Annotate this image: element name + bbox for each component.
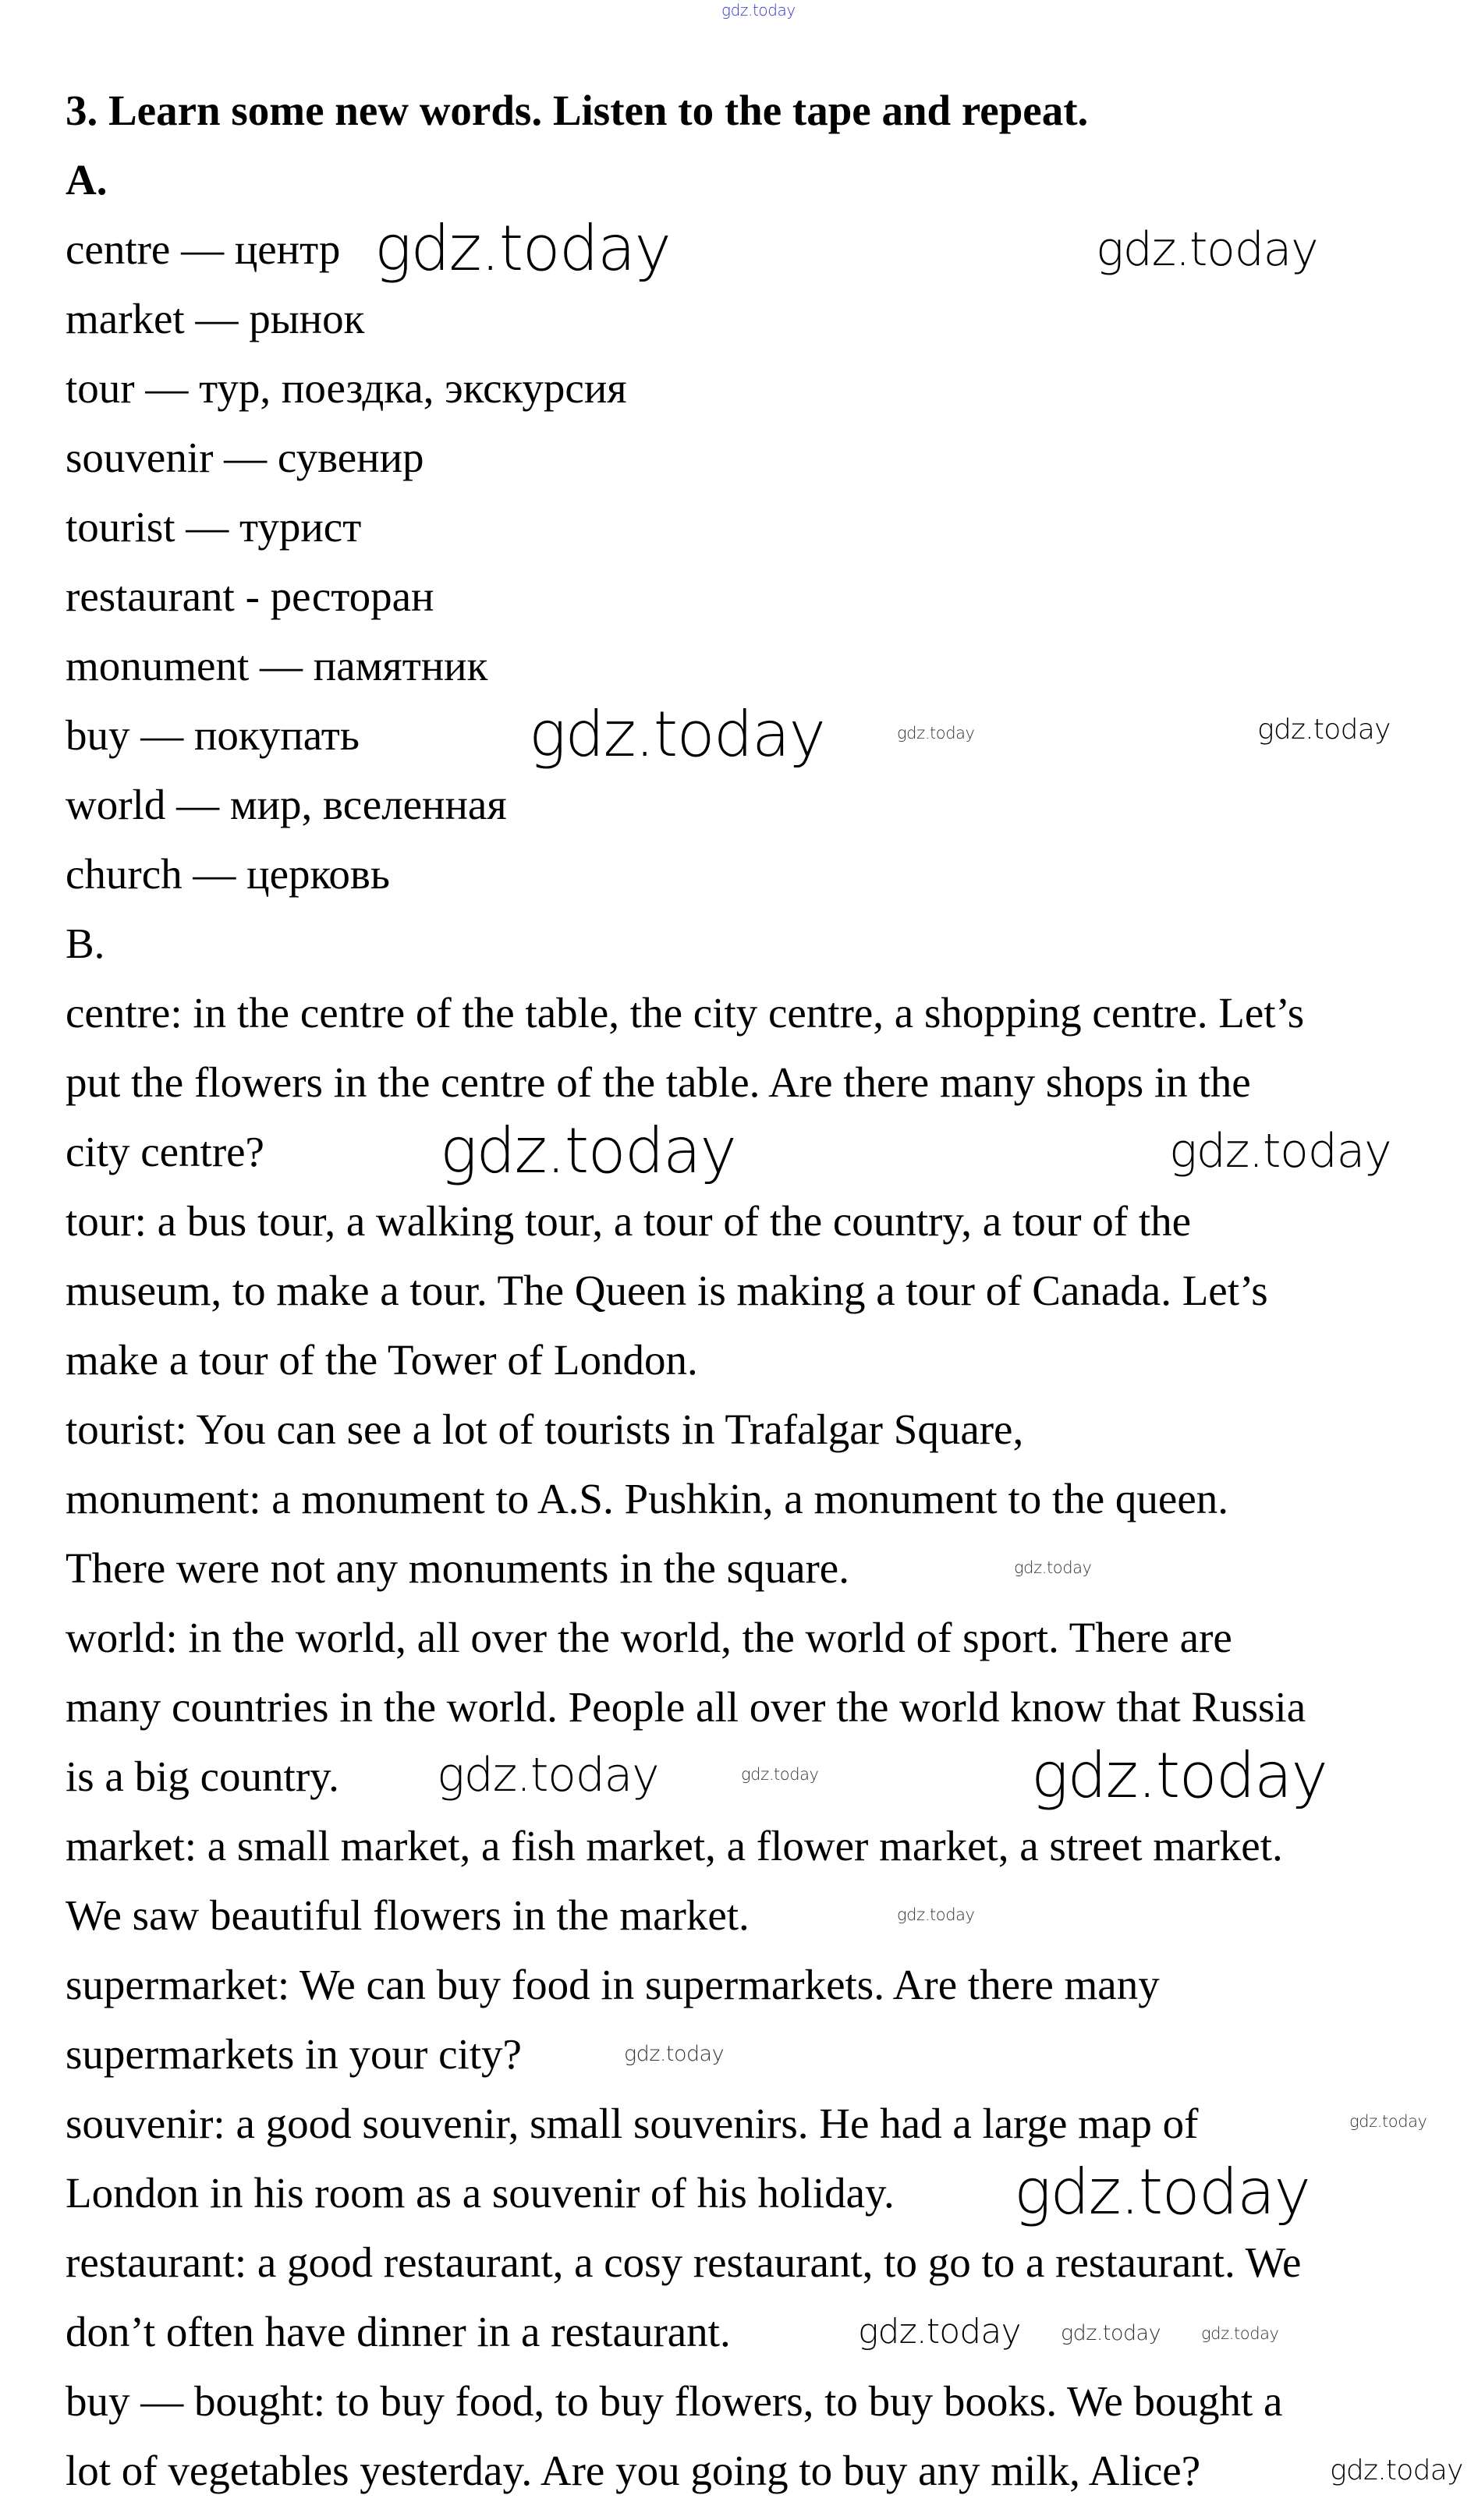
example-line: don’t often have dinner in a restaurant. [66, 2308, 731, 2355]
vocab-item: tour — тур, поездка, экскурсия [66, 364, 627, 412]
example-line: souvenir: a good souvenir, small souvenirs. He had a large map of [66, 2100, 1199, 2147]
example-line: tourist: You can see a lot of tourists in Trafalgar Square, [66, 1405, 1024, 1453]
watermark: gdz.today [624, 2042, 725, 2066]
example-line: We saw beautiful flowers in the market. [66, 1891, 750, 1939]
example-line: make a tour of the Tower of London. [66, 1336, 698, 1384]
example-line: There were not any monuments in the square. [66, 1544, 849, 1592]
watermark: gdz.today [1031, 1739, 1327, 1812]
watermark: gdz.today [1169, 1124, 1391, 1178]
example-line: restaurant: a good restaurant, a cosy restaurant, to go to a restaurant. We [66, 2238, 1302, 2286]
section-b-label: B. [66, 920, 105, 967]
watermark: gdz.today [1201, 2324, 1279, 2343]
exercise-heading: 3. Learn some new words. Listen to the tape and repeat. [66, 87, 1089, 134]
example-line: many countries in the world. People all over the world know that Russia [66, 1683, 1306, 1731]
exercise-text [66, 76, 1462, 2505]
example-line: museum, to make a tour. The Queen is making a tour of Canada. Let’s [66, 1267, 1268, 1314]
watermark: gdz.today [437, 1748, 659, 1802]
watermark: gdz.today [741, 1765, 819, 1784]
watermark: gdz.today [1330, 2454, 1463, 2486]
watermark: gdz.today [1014, 2156, 1310, 2228]
example-line: London in his room as a souvenir of his holiday. [66, 2169, 895, 2217]
vocab-item: tourist — турист [66, 503, 362, 551]
vocab-item: world — мир, вселенная [66, 781, 507, 828]
vocab-item: monument — памятник [66, 642, 488, 689]
example-line: tour: a bus tour, a walking tour, a tour of the country, a tour of the [66, 1197, 1192, 1245]
vocab-item: centre — центр [66, 225, 341, 273]
watermark: gdz.today [1349, 2112, 1427, 2131]
example-line: market: a small market, a fish market, a flower market, a street market. [66, 1822, 1283, 1870]
example-line: monument: a monument to A.S. Pushkin, a monument to the queen. [66, 1475, 1228, 1522]
example-line: put the flowers in the centre of the table. Are there many shops in the [66, 1058, 1251, 1106]
watermark: gdz.today [374, 212, 671, 285]
vocab-item: souvenir — сувенир [66, 434, 424, 481]
vocab-item: market — рынок [66, 295, 365, 342]
example-line: supermarkets in your city? [66, 2030, 522, 2078]
watermark: gdz.today [1257, 714, 1391, 746]
watermark: gdz.today [897, 1905, 975, 1924]
example-line: centre: in the centre of the table, the city centre, a shopping centre. Let’s [66, 989, 1305, 1037]
example-line: lot of vegetables yesterday. Are you going to buy any milk, Alice? [66, 2447, 1201, 2494]
example-line: is a big country. [66, 1753, 339, 1800]
vocab-item: restaurant - ресторан [66, 572, 434, 620]
watermark: gdz.today [897, 724, 975, 743]
watermark: gdz.today [1096, 222, 1318, 277]
watermark: gdz.today [440, 1115, 736, 1187]
example-line: supermarket: We can buy food in supermarkets. Are there many [66, 1961, 1160, 2008]
section-a-label: A. [66, 156, 108, 204]
vocab-item: church — церковь [66, 850, 390, 898]
watermark: gdz.today [1061, 2321, 1161, 2345]
watermark: gdz.today [1014, 1558, 1092, 1577]
watermark: gdz.today [721, 1, 796, 19]
watermark: gdz.today [529, 698, 825, 771]
example-line: world: in the world, all over the world, the world of sport. There are [66, 1614, 1232, 1661]
example-line: buy — bought: to buy food, to buy flowers, to buy books. We bought a [66, 2377, 1283, 2425]
watermark: gdz.today [858, 2312, 1021, 2352]
vocab-item: buy — покупать [66, 711, 360, 759]
example-line: city centre? [66, 1128, 264, 1175]
